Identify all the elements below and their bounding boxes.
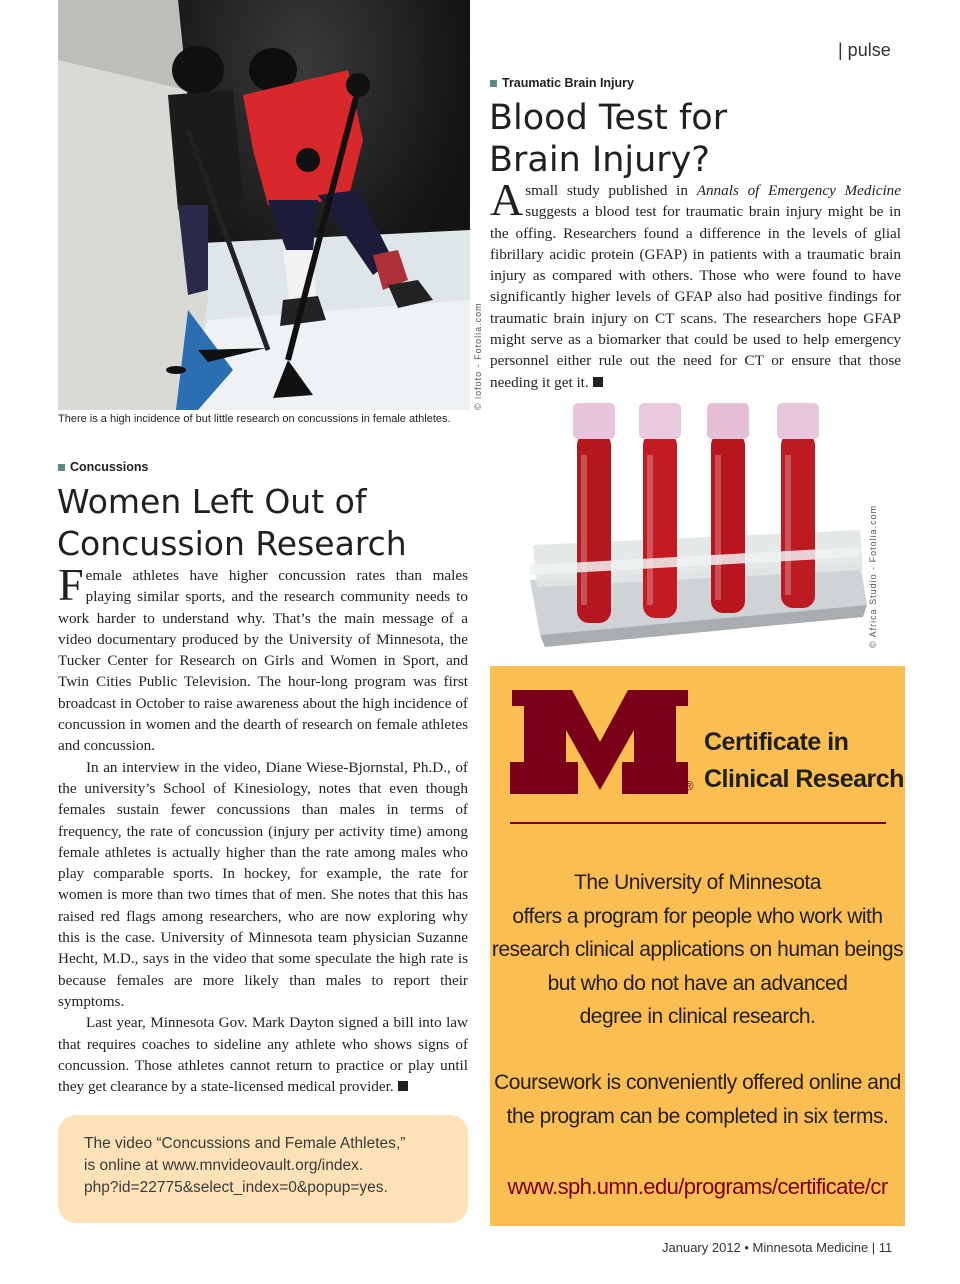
photo-credit-tubes: © Africa Studio - Fotolia.com bbox=[868, 504, 878, 648]
certificate-advertisement bbox=[490, 666, 905, 1226]
section-label-concussions: Concussions bbox=[58, 460, 149, 474]
video-info-box: The video “Concussions and Female Athletes,” is online at www.mnvideovault.org/index. php?id=22775&select_index=0&popup=yes. bbox=[58, 1115, 468, 1223]
square-bullet-icon bbox=[58, 464, 65, 471]
ad-divider bbox=[510, 822, 886, 824]
end-mark-icon bbox=[593, 377, 603, 387]
end-mark-icon bbox=[398, 1081, 408, 1091]
hockey-photo bbox=[58, 0, 470, 410]
headline-concussion: Women Left Out of Concussion Research bbox=[57, 482, 407, 563]
registered-mark: ® bbox=[684, 778, 694, 793]
video-link[interactable]: is online at www.mnvideovault.org/index. bbox=[84, 1157, 364, 1174]
blood-tubes-illustration bbox=[515, 395, 875, 665]
hockey-illustration bbox=[58, 0, 470, 410]
ad-intro-text: The University of Minnesota offers a program for people who work with research clinical applications on human beings but who do not have an advanced degree in clinical research. bbox=[491, 871, 904, 1028]
section-header: | pulse bbox=[838, 40, 891, 60]
ad-title: Certificate in Clinical Research bbox=[704, 728, 904, 793]
headline-blood-test: Blood Test for Brain Injury? bbox=[489, 98, 728, 180]
section-label-traumatic-brain-injury: Traumatic Brain Injury bbox=[490, 76, 634, 90]
page-footer: January 2012 • Minnesota Medicine | 11 bbox=[662, 1240, 893, 1255]
dropcap: F bbox=[58, 559, 84, 610]
university-m-logo bbox=[510, 690, 690, 800]
square-bullet-icon bbox=[490, 80, 497, 87]
photo-caption: There is a high incidence of but little research on concussions in female athletes. bbox=[58, 413, 451, 425]
article-body-concussion: Female athletes have higher concussion rates than males playing similar sports, and the research community needs to work harder to understand why. That’s the main message of a video documentary produced by the University of Minnesota, the Tucker Center for Research on Girls and Women in Sport, and Twin Cities Public Television. The hour-long program was first broadcast in October to raise awareness about the high incidence of concussion in women and the dearth of research on female athletes and concussion. In an interview in the video, Diane Wiese-Bjornstal, Ph.D., of the university’s School of Kinesiology, notes that even though females sustain fewer concussions than males in terms of frequency, the rate of concussion (injury per activity time) among female athletes is actually higher than the rate among males who play comparable sports. In hockey, for example, the rate for women is more than two times that of men. She notes that this has raised red flags among researchers, who are now exploring why this is the case. University of Minnesota team physician Suzanne Hecht, M.D., says in the video that some speculate the high rate is because females are more likely than males to report their symptoms. Last year, Minnesota Gov. Mark Dayton signed a bill into law that requires coaches to sideline any athlete who shows signs of concussion. Those athletes cannot return to practice or play until they get clearance by a state-licensed medical provider. bbox=[58, 559, 468, 1096]
article-body-blood-test: A small study published in Annals of Emergency Medicine suggests a blood test for traumatic brain injury might be in the offing. Researchers found a difference in the levels of glial fibrillary acidic protein (GFAP) in patients with a traumatic brain injury as compared with others. Those who were found to have significantly higher levels of GFAP also had positive findings for traumatic brain injury on CT scans. The researchers hope GFAP might serve as a biomarker that could be used to help emergency personnel either rule out the need for CT or ensure that those needing it get it. bbox=[490, 174, 902, 391]
journal-title: Annals of Emergency Medicine bbox=[696, 182, 902, 199]
blood-tubes-photo bbox=[515, 395, 875, 665]
photo-credit-hockey: © iofoto - Fotolia.com bbox=[473, 302, 483, 410]
dropcap: A bbox=[490, 174, 524, 225]
ad-url-link[interactable]: www.sph.umn.edu/programs/certificate/cr bbox=[507, 1174, 888, 1199]
video-link-continued[interactable]: php?id=22775&select_index=0&popup=yes. bbox=[84, 1179, 388, 1196]
ad-coursework-text: Coursework is conveniently offered online and the program can be completed in six terms. bbox=[494, 1071, 901, 1128]
